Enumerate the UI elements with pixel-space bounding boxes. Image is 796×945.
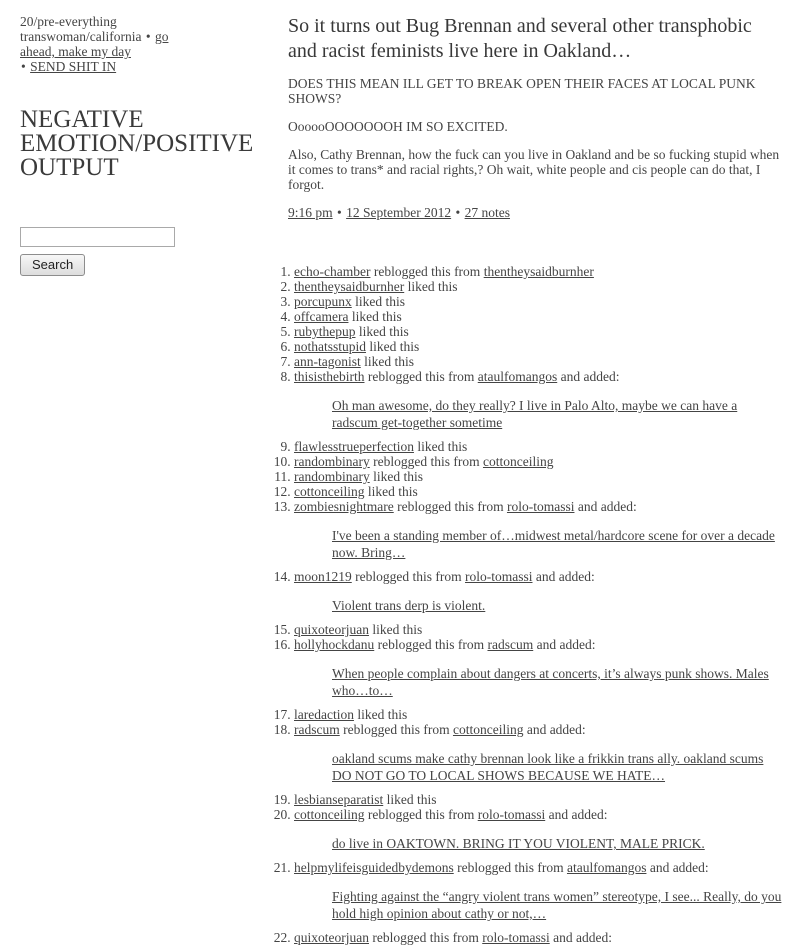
note-user-link[interactable]: randombinary xyxy=(294,469,370,484)
note-user-link[interactable]: radscum xyxy=(294,722,340,737)
note-source-link[interactable]: cottonceiling xyxy=(452,722,524,737)
note-item: 18. radscum reblogged this from cottonceiling and added: oakland scums make cathy brennan look like a frikkin trans ally. oakland scums DO NOT GO TO LOCAL SHOWS BECAUSE WE HATE… xyxy=(294,722,785,784)
note-quote xyxy=(332,665,785,699)
post-paragraph-2: OooooOOOOOOOH IM SO EXCITED. xyxy=(288,119,508,134)
note-user-link[interactable]: offcamera xyxy=(294,309,349,324)
sidebar xyxy=(20,14,270,276)
post-paragraph-3: Also, Cathy Brennan, how the fuck can you live in Oakland and be so fucking stupid when it comes to trans* and racial rights,? Oh wait, white people and cis people can do that, I forgot. xyxy=(288,147,780,192)
search-input[interactable] xyxy=(20,227,175,247)
note-source-link[interactable]: radscum xyxy=(487,637,534,652)
submit-link[interactable]: SEND SHIT IN xyxy=(30,59,117,74)
note-item: 3. porcupunx liked this xyxy=(294,294,785,309)
note-item: 17. laredaction liked this xyxy=(294,707,785,722)
post-meta xyxy=(288,205,785,220)
note-quote-link[interactable]: Fighting against the “angry violent trans women” stereotype, I see... Really, do you hold high opinion about cathy or not,… xyxy=(332,889,782,921)
note-quote xyxy=(332,835,785,852)
notes-count-link[interactable]: 27 notes xyxy=(464,205,510,220)
note-user-link[interactable]: laredaction xyxy=(294,707,354,722)
note-user-link[interactable]: echo-chamber xyxy=(294,264,371,279)
note-item: 6. nothatsstupid liked this xyxy=(294,339,785,354)
blog-description xyxy=(20,14,198,74)
note-quote-link[interactable]: Violent trans derp is violent. xyxy=(332,598,486,613)
note-quote xyxy=(332,527,785,561)
note-item: 10. randombinary reblogged this from cottonceiling xyxy=(294,454,785,469)
note-user-link[interactable]: helpmylifeisguidedbydemons xyxy=(294,860,454,875)
blog-description-text: 20/pre-everything transwoman/california xyxy=(20,14,142,44)
note-quote xyxy=(332,750,785,784)
bullet-separator: • xyxy=(145,29,151,44)
search-form xyxy=(20,227,270,276)
note-user-link[interactable]: porcupunx xyxy=(294,294,352,309)
note-item: 12. cottonceiling liked this xyxy=(294,484,785,499)
note-item: 2. thentheysaidburnher liked this xyxy=(294,279,785,294)
note-item: 21. helpmylifeisguidedbydemons reblogged this from ataulfomangos and added: Fighting against the “angry violent trans women” stereotype, I see... Really, do you hold high opinion about cathy or not,… xyxy=(294,860,785,922)
note-source-link[interactable]: ataulfomangos xyxy=(566,860,647,875)
note-item: 7. ann-tagonist liked this xyxy=(294,354,785,369)
note-item: 19. lesbianseparatist liked this xyxy=(294,792,785,807)
note-item: 15. quixoteorjuan liked this xyxy=(294,622,785,637)
note-source-link[interactable]: rolo-tomassi xyxy=(482,930,550,945)
note-user-link[interactable]: nothatsstupid xyxy=(294,339,367,354)
note-item: 9. flawlesstrueperfection liked this xyxy=(294,439,785,454)
note-user-link[interactable]: lesbianseparatist xyxy=(294,792,384,807)
note-user-link[interactable]: quixoteorjuan xyxy=(294,930,369,945)
note-item: 8. thisisthebirth reblogged this from ataulfomangos and added: Oh man awesome, do they really? I live in Palo Alto, maybe we can have a radscum get-together sometime xyxy=(294,369,785,431)
note-source-link[interactable]: rolo-tomassi xyxy=(477,807,546,822)
note-item: 20. cottonceiling reblogged this from rolo-tomassi and added: do live in OAKTOWN. BRING IT YOU VIOLENT, MALE PRICK. xyxy=(294,807,785,852)
note-user-link[interactable]: zombiesnightmare xyxy=(294,499,394,514)
note-user-link[interactable]: cottonceiling xyxy=(294,807,365,822)
blog-title: NEGATIVE EMOTION/POSITIVE OUTPUT xyxy=(20,106,254,181)
note-source-link[interactable]: thentheysaidburnher xyxy=(483,264,594,279)
note-item: 14. moon1219 reblogged this from rolo-tomassi and added: Violent trans derp is violent. xyxy=(294,569,785,614)
post-column xyxy=(288,10,785,945)
notes-list xyxy=(288,264,785,945)
note-item: 22. quixoteorjuan reblogged this from rolo-tomassi and added: xyxy=(294,930,785,945)
note-item: 13. zombiesnightmare reblogged this from rolo-tomassi and added: I've been a standing member of…midwest metal/hardcore scene for over a decade now. Bring… xyxy=(294,499,785,561)
note-quote xyxy=(332,597,785,614)
bullet-separator: • xyxy=(455,205,461,220)
note-user-link[interactable]: quixoteorjuan xyxy=(294,622,369,637)
note-item: 1. echo-chamber reblogged this from thentheysaidburnher xyxy=(294,264,785,279)
ask-link[interactable]: go ahead, make my day xyxy=(20,29,169,59)
note-source-link[interactable]: rolo-tomassi xyxy=(506,499,575,514)
note-source-link[interactable]: rolo-tomassi xyxy=(465,569,533,584)
note-item: 4. offcamera liked this xyxy=(294,309,785,324)
note-user-link[interactable]: cottonceiling xyxy=(294,484,365,499)
note-user-link[interactable]: hollyhockdanu xyxy=(294,637,375,652)
note-quote xyxy=(332,888,785,922)
post-paragraph-1: DOES THIS MEAN ILL GET TO BREAK OPEN THEIR FACES AT LOCAL PUNK SHOWS? xyxy=(288,76,756,106)
post-title: So it turns out Bug Brennan and several other transphobic and racist feminists live here in Oakland… xyxy=(288,15,752,62)
note-quote-link[interactable]: Oh man awesome, do they really? I live in Palo Alto, maybe we can have a radscum get-together sometime xyxy=(332,398,738,430)
note-source-link[interactable]: ataulfomangos xyxy=(477,369,558,384)
note-user-link[interactable]: thisisthebirth xyxy=(294,369,365,384)
note-user-link[interactable]: flawlesstrueperfection xyxy=(294,439,414,454)
note-user-link[interactable]: moon1219 xyxy=(294,569,352,584)
note-quote-link[interactable]: When people complain about dangers at concerts, it’s always punk shows. Males who…to… xyxy=(332,666,769,698)
note-quote-link[interactable]: I've been a standing member of…midwest metal/hardcore scene for over a decade now. Bring… xyxy=(332,528,775,560)
note-user-link[interactable]: thentheysaidburnher xyxy=(294,279,405,294)
note-item: 11. randombinary liked this xyxy=(294,469,785,484)
post-date-link[interactable]: 12 September 2012 xyxy=(346,205,452,220)
note-quote-link[interactable]: oakland scums make cathy brennan look like a frikkin trans ally. oakland scums DO NOT GO TO LOCAL SHOWS BECAUSE WE HATE… xyxy=(332,751,764,783)
search-button[interactable]: Search xyxy=(20,254,85,276)
note-item: 16. hollyhockdanu reblogged this from radscum and added: When people complain about dangers at concerts, it’s always punk shows. Males who…to… xyxy=(294,637,785,699)
note-quote-link[interactable]: do live in OAKTOWN. BRING IT YOU VIOLENT, MALE PRICK. xyxy=(332,836,705,851)
note-item: 5. rubythepup liked this xyxy=(294,324,785,339)
note-quote xyxy=(332,397,785,431)
note-user-link[interactable]: rubythepup xyxy=(294,324,356,339)
post-time-link[interactable]: 9:16 pm xyxy=(288,205,333,220)
note-user-link[interactable]: randombinary xyxy=(294,454,370,469)
bullet-separator: • xyxy=(337,205,342,220)
note-user-link[interactable]: ann-tagonist xyxy=(294,354,361,369)
note-source-link[interactable]: cottonceiling xyxy=(482,454,554,469)
bullet-separator: • xyxy=(21,59,26,74)
